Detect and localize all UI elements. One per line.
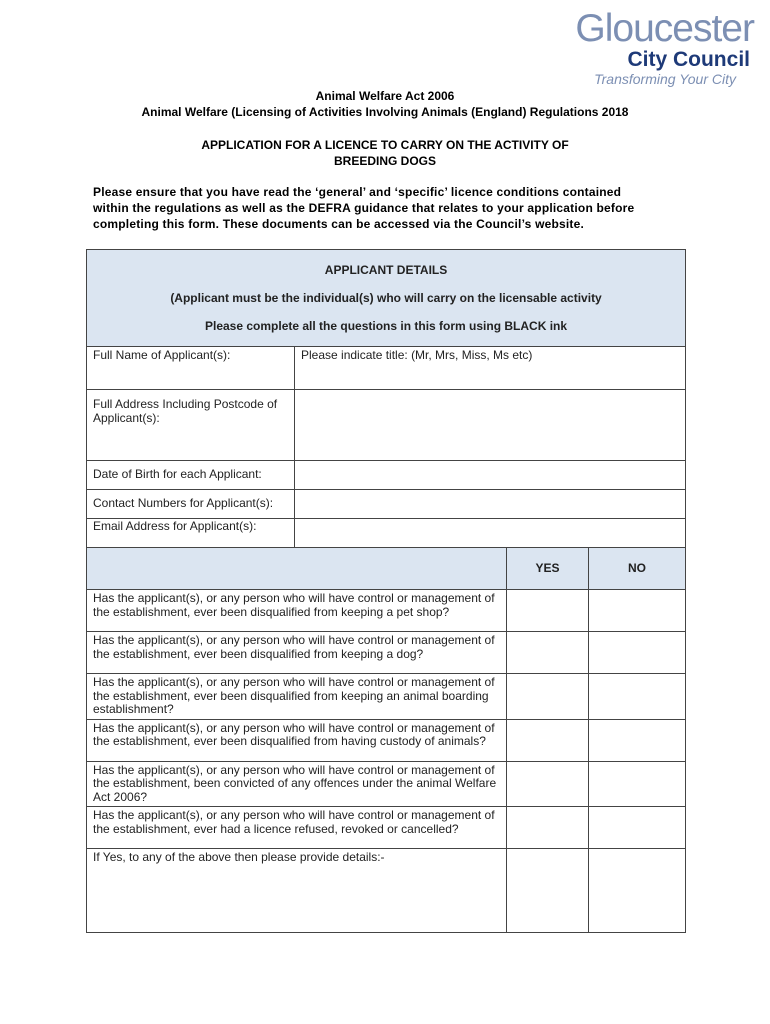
details-no-cell[interactable] (589, 849, 686, 933)
yes-answer-cell[interactable] (507, 807, 589, 849)
gloucester-city-council-logo (564, 8, 754, 86)
question-convicted: Has the applicant(s), or any person who will have control or management of the establishment, been convicted of any offences under the animal Welfare Act 2006? (87, 761, 507, 807)
intro-line: completing this form. These documents can be accessed via the Council’s website. (93, 217, 585, 231)
no-column-header: NO (589, 548, 686, 590)
question-dog: Has the applicant(s), or any person who will have control or management of the establishment, ever been disqualified from keeping a dog? (87, 632, 507, 674)
no-answer-cell[interactable] (589, 807, 686, 849)
title-hint: Please indicate title: (Mr, Mrs, Miss, Ms etc) (301, 348, 533, 362)
email-label: Email Address for Applicant(s): (87, 519, 295, 548)
dob-label: Date of Birth for each Applicant: (87, 461, 295, 490)
questions-header-blank (87, 548, 507, 590)
yes-answer-cell[interactable] (507, 632, 589, 674)
no-answer-cell[interactable] (589, 719, 686, 761)
question-boarding: Has the applicant(s), or any person who will have control or management of the establishment, ever been disqualified from keeping an animal boarding establishment? (87, 674, 507, 720)
details-field[interactable] (87, 849, 507, 933)
yes-column-header: YES (507, 548, 589, 590)
contact-numbers-field[interactable] (295, 490, 686, 519)
details-label: If Yes, to any of the above then please provide details:- (93, 850, 385, 864)
application-form-table (86, 249, 686, 933)
regulations-title: Animal Welfare (Licensing of Activities Involving Animals (England) Regulations 2018 (141, 105, 629, 119)
applicant-details-header (87, 250, 686, 347)
application-title-line-2: BREEDING DOGS (333, 154, 436, 168)
intro-paragraph (93, 184, 673, 232)
yes-answer-cell[interactable] (507, 719, 589, 761)
no-answer-cell[interactable] (589, 590, 686, 632)
yes-answer-cell[interactable] (507, 590, 589, 632)
application-title-line-1: APPLICATION FOR A LICENCE TO CARRY ON THE ACTIVITY OF (201, 138, 569, 152)
address-field[interactable] (295, 390, 686, 461)
intro-line: within the regulations as well as the DEFRA guidance that relates to your application before (93, 201, 635, 215)
question-licence-refused: Has the applicant(s), or any person who will have control or management of the establishment, ever had a licence refused, revoked or cancelled? (87, 807, 507, 849)
question-custody: Has the applicant(s), or any person who will have control or management of the establishment, ever been disqualified from having custody of animals? (87, 719, 507, 761)
email-field[interactable] (295, 519, 686, 548)
full-name-label: Full Name of Applicant(s): (87, 347, 295, 390)
dob-field[interactable] (295, 461, 686, 490)
contact-numbers-label: Contact Numbers for Applicant(s): (87, 490, 295, 519)
logo-line-2: City Council (627, 48, 750, 71)
address-label: Full Address Including Postcode of Applicant(s): (87, 390, 295, 461)
act-title: Animal Welfare Act 2006 (315, 89, 455, 103)
full-name-field[interactable] (295, 347, 686, 390)
intro-line: Please ensure that you have read the ‘general’ and ‘specific’ licence conditions contained (93, 185, 622, 199)
details-yes-cell[interactable] (507, 849, 589, 933)
yes-answer-cell[interactable] (507, 761, 589, 807)
applicant-details-note: (Applicant must be the individual(s) who will carry on the licensable activity (170, 291, 602, 305)
logo-tagline: Transforming Your City (594, 71, 736, 87)
black-ink-instruction: Please complete all the questions in this form using BLACK ink (204, 319, 568, 333)
no-answer-cell[interactable] (589, 674, 686, 720)
logo-line-1: Gloucester (575, 7, 754, 50)
applicant-details-heading: APPLICANT DETAILS (324, 263, 448, 277)
no-answer-cell[interactable] (589, 761, 686, 807)
yes-answer-cell[interactable] (507, 674, 589, 720)
question-pet-shop: Has the applicant(s), or any person who will have control or management of the establishment, ever been disqualified from keeping a pet shop? (87, 590, 507, 632)
no-answer-cell[interactable] (589, 632, 686, 674)
